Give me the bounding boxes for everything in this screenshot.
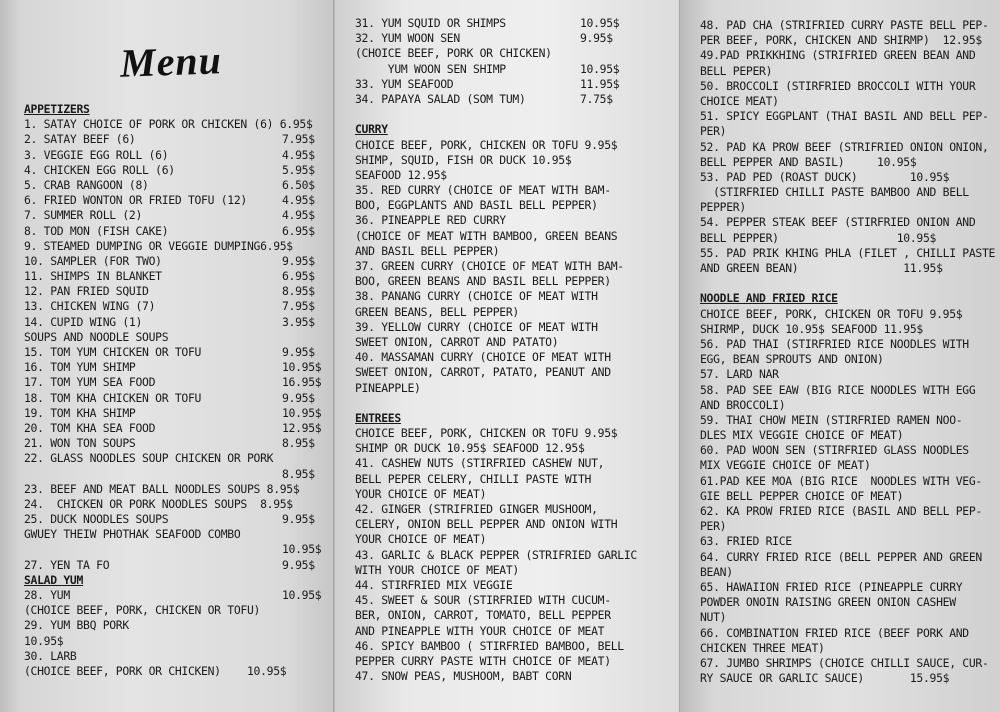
menu-item-text: 54. PEPPER STEAK BEEF (STIRFRIED ONION AND [700,215,976,230]
menu-item-price: 6.50$ [282,177,315,192]
menu-item [24,360,335,375]
menu-item [355,289,681,304]
menu-item-price: 10.95$ [282,588,322,602]
menu-item [355,213,681,228]
menu-item-text: CHOICE MEAT) [700,93,779,108]
menu-item [24,178,335,193]
spacer [700,276,1000,291]
menu-item-text: 56. PAD THAI (STIRFRIED RICE NOODLES WITH [700,336,969,351]
menu-item [700,185,1000,200]
menu-item-text: CHOICE BEEF, PORK, CHICKEN OR TOFU 9.95$ [355,426,618,441]
menu-panel-middle [335,0,681,712]
menu-item [355,365,681,380]
menu-panel-right [681,0,1000,712]
menu-item-text: PER) [700,519,727,534]
menu-item [700,428,1000,443]
menu-item-text: 19. TOM KHA SHIMP [24,405,136,420]
section-heading [24,573,335,588]
menu-item [355,669,681,684]
menu-item-text: 62. KA PROW FRIED RICE (BASIL AND BELL PEP- [700,504,982,518]
menu-item [355,229,681,244]
menu-item [700,33,1000,48]
menu-item-price: 3.95$ [282,314,315,329]
menu-item-text: 42. GINGER (STRIFRIED GINGER MUSHOOM, [355,502,598,516]
menu-item [355,654,681,669]
menu-item [24,224,335,239]
menu-item [355,608,681,623]
menu-item [700,550,1000,565]
menu-item [24,618,335,633]
menu-item [355,624,681,639]
menu-item [24,542,335,557]
menu-item-text: WITH YOUR CHOICE OF MEAT) [355,562,519,577]
menu-item [24,345,335,360]
menu-item [700,580,1000,595]
section-heading-text: ENTREES [355,410,401,425]
menu-item [24,330,335,345]
menu-item [355,153,681,168]
menu-item-text: 25. DUCK NOODLES SOUPS [24,512,169,527]
spacer [355,107,681,122]
menu-item-text: 6. FRIED WONTON OR FRIED TOFU (12) [24,193,247,208]
menu-item-price: 4.95$ [282,208,315,223]
menu-column-1 [24,102,335,679]
menu-item-text: 66. COMBINATION FRIED RICE (BEEF PORK AND [700,625,969,640]
menu-item [355,350,681,365]
menu-item-text: 20. TOM KHA SEA FOOD [24,420,156,435]
menu-item [700,64,1000,79]
menu-item [700,231,1000,246]
menu-item-text: AND PINEAPPLE WITH YOUR CHOICE OF MEAT [355,623,605,638]
menu-item-price: 9.95$ [580,31,613,46]
menu-item [24,148,335,163]
menu-item-text: 67. JUMBO SHRIMPS (CHOICE CHILLI SAUCE, CUR- [700,655,989,670]
section-heading [355,411,681,426]
menu-item [24,512,335,527]
menu-item-text: BELL PEPER) [700,63,773,78]
menu-item [700,626,1000,641]
menu-item-text: 39. YELLOW CURRY (CHOICE OF MEAT WITH [355,319,598,334]
menu-item [24,406,335,421]
menu-item [700,474,1000,489]
menu-item [355,456,681,471]
menu-item [24,467,335,482]
menu-item-price: 6.95$ [282,269,315,284]
menu-item [355,244,681,259]
menu-item [24,269,335,284]
menu-item-price: 9.95$ [282,512,315,527]
menu-item-price: 9.95$ [282,390,315,405]
menu-item [355,274,681,289]
menu-item [24,497,335,512]
menu-item-text: 41. CASHEW NUTS (STIRFRIED CASHEW NUT, [355,456,605,471]
menu-item-price: 8.95$ [282,466,315,481]
menu-item [24,208,335,223]
menu-item-text: 47. SNOW PEAS, MUSHOOM, BABT CORN [355,669,572,684]
menu-item-text: PER BEEF, PORK, CHICKEN AND SHIRMP) 12.95$ [700,33,982,48]
menu-item-text: 30. LARB [24,648,77,663]
menu-item-text: (CHOICE OF MEAT WITH BAMBOO, GREEN BEANS [355,228,618,243]
menu-item-text: 34. PAPAYA SALAD (SOM TUM) [355,91,526,106]
menu-item-text: CHICKEN THREE MEAT) [700,640,825,655]
menu-item [700,124,1000,139]
menu-item [700,307,1000,322]
menu-item-text: 64. CURRY FRIED RICE (BELL PEPPER AND GREEN [700,549,982,564]
menu-item-price: 9.95$ [282,345,315,359]
menu-item-text: 45. SWEET & SOUR (STIRFRIED WITH CUCUM- [355,593,611,608]
menu-item-text: 50. BROCCOLI (STIRFRIED BROCCOLI WITH YOUR [700,78,976,93]
menu-item-text: 27. YEN TA FO [24,557,110,572]
menu-item [700,215,1000,230]
menu-item-price: 9.95$ [282,557,315,572]
menu-item-text: GREEN BEANS, BELL PEPPER) [355,304,519,319]
menu-item-text: 3. VEGGIE EGG ROLL (6) [24,147,169,162]
menu-item [24,603,335,618]
menu-item-text: 31. YUM SQUID OR SHIMPS [355,16,506,30]
menu-item [355,441,681,456]
menu-item-text: 22. GLASS NOODLES SOUP CHICKEN OR PORK [24,451,274,466]
menu-item [24,254,335,269]
menu-item-text: 52. PAD KA PROW BEEF (STRIFRIED ONION ONION, [700,139,989,154]
menu-item-text: 58. PAD SEE EAW (BIG RICE NOODLES WITH EGG [700,382,976,397]
menu-item-price: 8.95$ [282,436,315,451]
menu-item-text: 10.95$ [24,633,64,648]
menu-item [24,163,335,178]
menu-item-text: 36. PINEAPPLE RED CURRY [355,213,506,228]
menu-item-text: BELL PEPPER) 10.95$ [700,230,937,245]
menu-item [24,664,335,679]
menu-item-price: 12.95$ [282,420,322,435]
menu-item [700,565,1000,580]
menu-item [355,639,681,654]
menu-item [24,284,335,299]
menu-item-text: 21. WON TON SOUPS [24,436,136,451]
menu-item [355,320,681,335]
menu-panel-left [0,0,335,712]
menu-item-text: AND GREEN BEAN) 11.95$ [700,261,943,275]
menu-item-text: SOUPS AND NOODLE SOUPS [24,329,169,344]
menu-item [700,155,1000,170]
menu-item-text: 53. PAD PED (ROAST DUCK) 10.95$ [700,169,950,184]
menu-item-text: 51. SPICY EGGPLANT (THAI BASIL AND BELL PEP- [700,109,989,124]
menu-item-text: 35. RED CURRY (CHOICE OF MEAT WITH BAM- [355,183,611,198]
menu-item [24,634,335,649]
menu-item-text: (CHOICE BEEF, PORK, CHICKEN OR TOFU) [24,603,261,618]
menu-item [355,138,681,153]
menu-item [700,519,1000,534]
menu-item-text: POWDER ONOIN RAISING GREEN ONION CASHEW [700,595,956,610]
menu-item-text: 60. PAD WOON SEN (STIRFRIED GLASS NOODLES [700,443,969,458]
menu-item [355,487,681,502]
menu-item [355,168,681,183]
menu-item [355,46,681,61]
menu-item-price: 10.95$ [282,542,322,557]
menu-item [355,548,681,563]
menu-item-text: 12. PAN FRIED SQUID [24,284,149,299]
menu-item [700,352,1000,367]
menu-item-text: CHOICE BEEF, PORK, CHICKEN OR TOFU 9.95$ [355,137,618,152]
menu-item [355,198,681,213]
menu-item-text: GIE BELL PEPPER CHOICE OF MEAT) [700,488,904,503]
menu-item-text: NUT) [700,610,727,625]
menu-item [700,610,1000,625]
menu-item [355,381,681,396]
menu-item [700,200,1000,215]
menu-item-text: 14. CUPID WING (1) [24,314,143,329]
menu-item-text: 8. TOD MON (FISH CAKE) [24,223,169,238]
section-heading [355,122,681,137]
menu-item [700,18,1000,33]
menu-item [355,593,681,608]
menu-item-text: 7. SUMMER ROLL (2) [24,208,143,223]
menu-item-text: YOUR CHOICE OF MEAT) [355,486,487,501]
menu-item-text: 13. CHICKEN WING (7) [24,299,156,314]
menu-item-text: AND BROCCOLI) [700,397,786,412]
menu-item [700,140,1000,155]
menu-item [355,259,681,274]
menu-column-3 [700,18,1000,686]
menu-item-text: PER) [700,124,727,139]
menu-item [24,132,335,147]
menu-item-text: BELL PEPER CELERY, CHILLI PASTE WITH [355,471,592,486]
menu-item-price: 11.95$ [580,76,620,91]
menu-item-text: 1. SATAY CHOICE OF PORK OR CHICKEN (6) 6.95$ [24,117,313,132]
menu-item [24,299,335,314]
menu-item-text: SHIMP OR DUCK 10.95$ SEAFOOD 12.95$ [355,441,585,456]
menu-item-text: YUM WOON SEN SHIMP [355,61,506,76]
menu-item-text: CHOICE BEEF, PORK, CHICKEN OR TOFU 9.95$ [700,306,963,321]
menu-item-text: 61.PAD KEE MOA (BIG RICE NOODLES WITH VEG- [700,473,982,488]
menu-item [355,335,681,350]
menu-item-text: 55. PAD PRIK KHING PHLA (FILET , CHILLI PASTE [700,245,996,260]
menu-item-price: 16.95$ [282,375,322,390]
section-heading-text: SALAD YUM [24,572,84,587]
menu-item [355,578,681,593]
menu-item [355,472,681,487]
menu-item [355,532,681,547]
menu-item-price: 7.95$ [282,299,315,314]
section-heading [700,291,1000,306]
menu-item [700,109,1000,124]
menu-item-text: 9. STEAMED DUMPING OR VEGGIE DUMPING6.95$ [24,238,293,253]
menu-item [355,183,681,198]
menu-item [24,482,335,497]
section-heading [24,102,335,117]
menu-column-2 [355,16,681,684]
menu-item-text: 48. PAD CHA (STRIFRIED CURRY PASTE BELL PEP- [700,18,989,32]
menu-item-text: DLES MIX VEGGIE CHOICE OF MEAT) [700,428,904,443]
menu-item-text: PINEAPPLE) [355,380,421,395]
menu-item-text: 46. SPICY BAMBOO ( STIRFRIED BAMBOO, BELL [355,638,624,653]
menu-item-text: SEAFOOD 12.95$ [355,167,447,182]
menu-item-price: 7.75$ [580,91,613,106]
menu-item [355,16,681,31]
menu-item [355,62,681,77]
menu-item [700,534,1000,549]
menu-item-text: MIX VEGGIE CHOICE OF MEAT) [700,458,871,473]
menu-item [700,367,1000,382]
menu-item-price: 4.95$ [282,193,315,208]
menu-item [355,92,681,107]
menu-item-text: 4. CHICKEN EGG ROLL (6) [24,162,175,177]
menu-item [700,458,1000,473]
spacer [355,396,681,411]
menu-item-text: BEAN) [700,564,733,579]
section-heading-text: CURRY [355,122,388,137]
menu-item-text: BOO, GREEN BEANS AND BASIL BELL PEPPER) [355,274,611,289]
section-heading-text: APPETIZERS [24,102,90,116]
menu-item-text: 63. FRIED RICE [700,534,792,549]
menu-item-text: GWUEY THEIW PHOTHAK SEAFOOD COMBO [24,527,241,542]
menu-item [700,656,1000,671]
menu-item [24,588,335,603]
menu-item [24,649,335,664]
menu-item-text: 49.PAD PRIKKHING (STRIFRIED GREEN BEAN AND [700,48,976,63]
menu-item [700,413,1000,428]
menu-item-text: 44. STIRFRIED MIX VEGGIE [355,577,513,592]
menu-item-price: 4.95$ [282,147,315,162]
menu-item-text: 57. LARD NAR [700,367,779,382]
menu-item-text: (CHOICE BEEF, PORK OR CHICKEN) 10.95$ [24,663,287,678]
menu-item [24,117,335,132]
menu-item-price: 6.95$ [282,223,315,238]
menu-item [700,641,1000,656]
menu-item [24,375,335,390]
menu-item-text: PEPPER CURRY PASTE WITH CHOICE OF MEAT) [355,653,611,668]
menu-item [700,261,1000,276]
menu-item [355,31,681,46]
menu-item [24,391,335,406]
menu-item-text: SWEET ONION, CARROT AND PATATO) [355,334,559,349]
menu-item-text: 37. GREEN CURRY (CHOICE OF MEAT WITH BAM- [355,259,624,273]
menu-item [700,595,1000,610]
menu-item-text: CELERY, ONION BELL PEPPER AND ONION WITH [355,517,618,532]
menu-item-text: EGG, BEAN SPROUTS AND ONION) [700,352,884,367]
menu-title: Menu [119,37,223,86]
menu-item-text: 23. BEEF AND MEAT BALL NOODLES SOUPS 8.95$ [24,481,300,496]
menu-item [700,322,1000,337]
menu-item-text: 16. TOM YUM SHIMP [24,360,136,375]
section-heading-text: NOODLE AND FRIED RICE [700,291,838,306]
menu-item-text: 2. SATAY BEEF (6) [24,132,136,147]
menu-item-text: 40. MASSAMAN CURRY (CHOICE OF MEAT WITH [355,350,611,365]
menu-item-text: SHIRMP, DUCK 10.95$ SEAFOOD 11.95$ [700,321,923,336]
menu-item-text: 28. YUM [24,588,70,602]
menu-item-text: 33. YUM SEAFOOD [355,76,454,91]
menu-item [700,79,1000,94]
menu-item [700,504,1000,519]
menu-item-price: 10.95$ [580,16,620,30]
menu-item-text: BOO, EGGPLANTS AND BASIL BELL PEPPER) [355,198,598,213]
menu-item-text: BER, ONION, CARROT, TOMATO, BELL PEPPER [355,608,611,623]
menu-item [700,246,1000,261]
menu-item [355,77,681,92]
menu-item [700,337,1000,352]
menu-item [700,94,1000,109]
menu-item-price: 10.95$ [282,360,322,375]
menu-item-text: 59. THAI CHOW MEIN (STIRFRIED RAMEN NOO- [700,412,963,427]
menu-item-price: 9.95$ [282,253,315,268]
menu-item [700,671,1000,686]
menu-item-text: 15. TOM YUM CHICKEN OR TOFU [24,345,202,359]
menu-item [700,383,1000,398]
menu-item-text: PEPPER) [700,200,746,215]
menu-item-price: 8.95$ [282,284,315,299]
menu-item-text: BELL PEPPER AND BASIL) 10.95$ [700,154,917,169]
menu-item-text: 11. SHIMPS IN BLANKET [24,269,162,284]
menu-item [24,315,335,330]
menu-item [700,398,1000,413]
menu-item-text: 29. YUM BBQ PORK [24,618,129,633]
menu-item [24,421,335,436]
menu-item-text: 24. CHICKEN OR PORK NOODLES SOUPS 8.95$ [24,496,293,511]
menu-item-text: 38. PANANG CURRY (CHOICE OF MEAT WITH [355,289,598,304]
menu-item-text: (STIRFRIED CHILLI PASTE BAMBOO AND BELL [700,185,969,200]
menu-item-text: AND BASIL BELL PEPPER) [355,243,500,258]
menu-item-text: 18. TOM KHA CHICKEN OR TOFU [24,390,202,405]
menu-item-text: RY SAUCE OR GARLIC SAUCE) 15.95$ [700,671,950,686]
menu-item-text: 43. GARLIC & BLACK PEPPER (STRIFRIED GARLIC [355,547,637,562]
menu-item-text: SWEET ONION, CARROT, PATATO, PEANUT AND [355,365,611,380]
menu-item [355,426,681,441]
menu-item-price: 7.95$ [282,132,315,147]
menu-item [24,451,335,466]
menu-item-text: 65. HAWAIION FRIED RICE (PINEAPPLE CURRY [700,579,963,594]
menu-item [355,517,681,532]
menu-item [24,436,335,451]
menu-item-text: 5. CRAB RANGOON (8) [24,177,149,192]
menu-item-text: 32. YUM WOON SEN [355,31,460,46]
menu-item [24,527,335,542]
menu-item-text: SHIMP, SQUID, FISH OR DUCK 10.95$ [355,152,572,167]
menu-item-price: 10.95$ [580,61,620,76]
menu-item [355,563,681,578]
menu-item [700,48,1000,63]
menu-item [24,193,335,208]
menu-item-text: (CHOICE BEEF, PORK OR CHICKEN) [355,46,552,61]
menu-item [24,558,335,573]
menu-item-text: YOUR CHOICE OF MEAT) [355,532,487,547]
menu-item [700,170,1000,185]
menu-item [700,443,1000,458]
menu-item [24,239,335,254]
menu-item-price: 10.95$ [282,405,322,420]
menu-item [700,489,1000,504]
menu-item [355,502,681,517]
menu-item-price: 5.95$ [282,162,315,177]
menu-item-text: 10. SAMPLER (FOR TWO) [24,253,162,268]
menu-item-text: 17. TOM YUM SEA FOOD [24,375,156,390]
menu-item [355,305,681,320]
